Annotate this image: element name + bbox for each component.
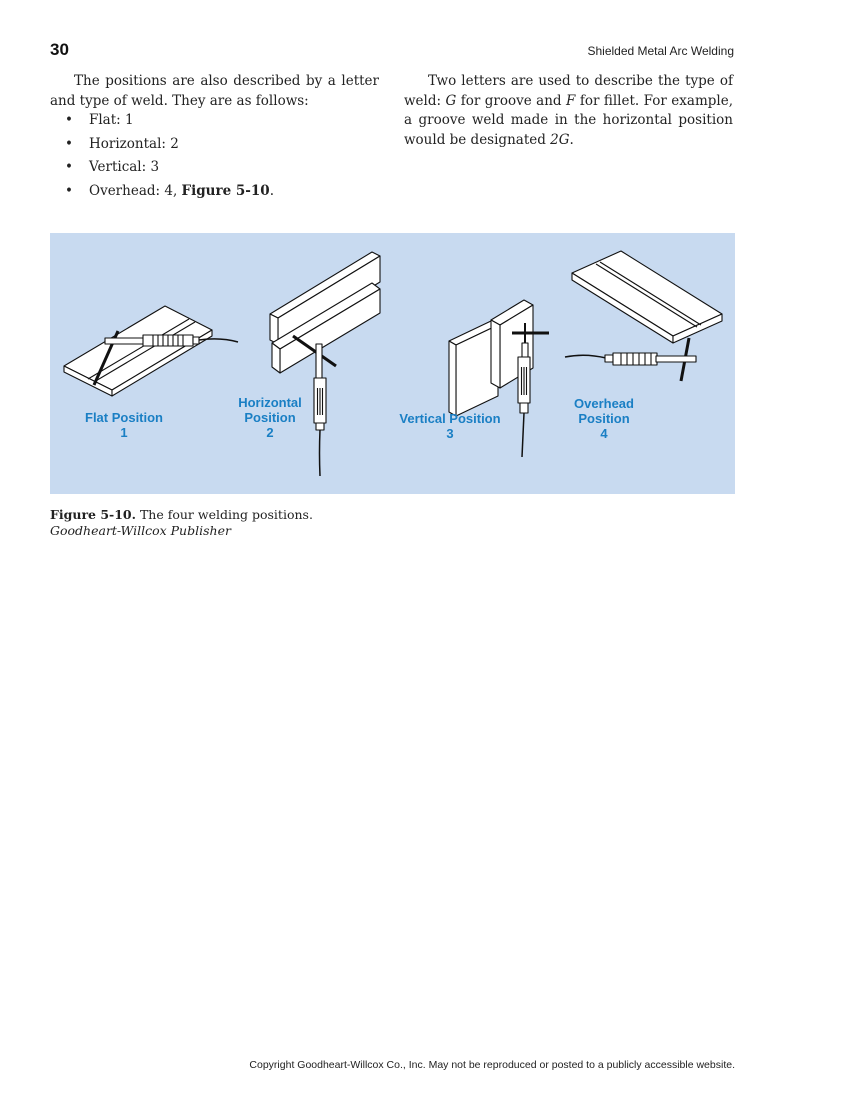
right-column xyxy=(404,72,733,150)
position-list xyxy=(50,111,379,201)
horizontal-position-label: Horizontal Position 2 xyxy=(238,395,302,440)
figure-caption xyxy=(50,507,313,539)
flat-position-label: Flat Position 1 xyxy=(85,410,163,440)
groove-letter: G xyxy=(445,92,457,109)
bullet-icon: • xyxy=(65,135,73,152)
weld-type-paragraph: Two letters are used to describe the type of weld: G for groove and F for fillet. For example, a groove weld made in the horizontal position would be designated 2G. xyxy=(404,73,733,148)
horizontal-position-illustration xyxy=(270,252,380,476)
vertical-position-label: Vertical Position 3 xyxy=(399,411,501,441)
bullet-icon: • xyxy=(65,159,73,175)
bullet-icon: • xyxy=(65,182,73,199)
caption-credit: Goodheart-Willcox Publisher xyxy=(50,523,231,538)
list-item: • Horizontal: 2 xyxy=(50,135,379,155)
overhead-position-illustration xyxy=(565,251,722,381)
running-title: Shielded Metal Arc Welding xyxy=(587,44,734,58)
figure-reference: Figure 5-10 xyxy=(181,182,270,199)
intro-paragraph: The positions are also described by a letter and type of weld. They are as follows: xyxy=(50,73,379,109)
list-item: • Flat: 1 xyxy=(50,111,379,131)
list-item: • Overhead: 4, Figure 5-10. xyxy=(50,182,379,202)
caption-text: The four welding positions. xyxy=(135,507,313,522)
welding-illustration xyxy=(50,233,735,494)
bullet-icon: • xyxy=(65,112,73,128)
fillet-letter: F xyxy=(566,92,576,109)
list-item: • Vertical: 3 xyxy=(50,158,379,178)
designation-code: 2G xyxy=(550,131,570,148)
flat-position-illustration xyxy=(64,306,238,396)
welding-positions-figure xyxy=(50,233,735,494)
page-number: 30 xyxy=(50,40,69,59)
caption-figure-ref: Figure 5-10. xyxy=(50,507,136,522)
overhead-position-label: Overhead Position 4 xyxy=(574,396,634,441)
copyright-footer: Copyright Goodheart-Willcox Co., Inc. May not be reproduced or posted to a publicly accessible website. xyxy=(249,1059,735,1071)
left-column xyxy=(50,72,379,201)
